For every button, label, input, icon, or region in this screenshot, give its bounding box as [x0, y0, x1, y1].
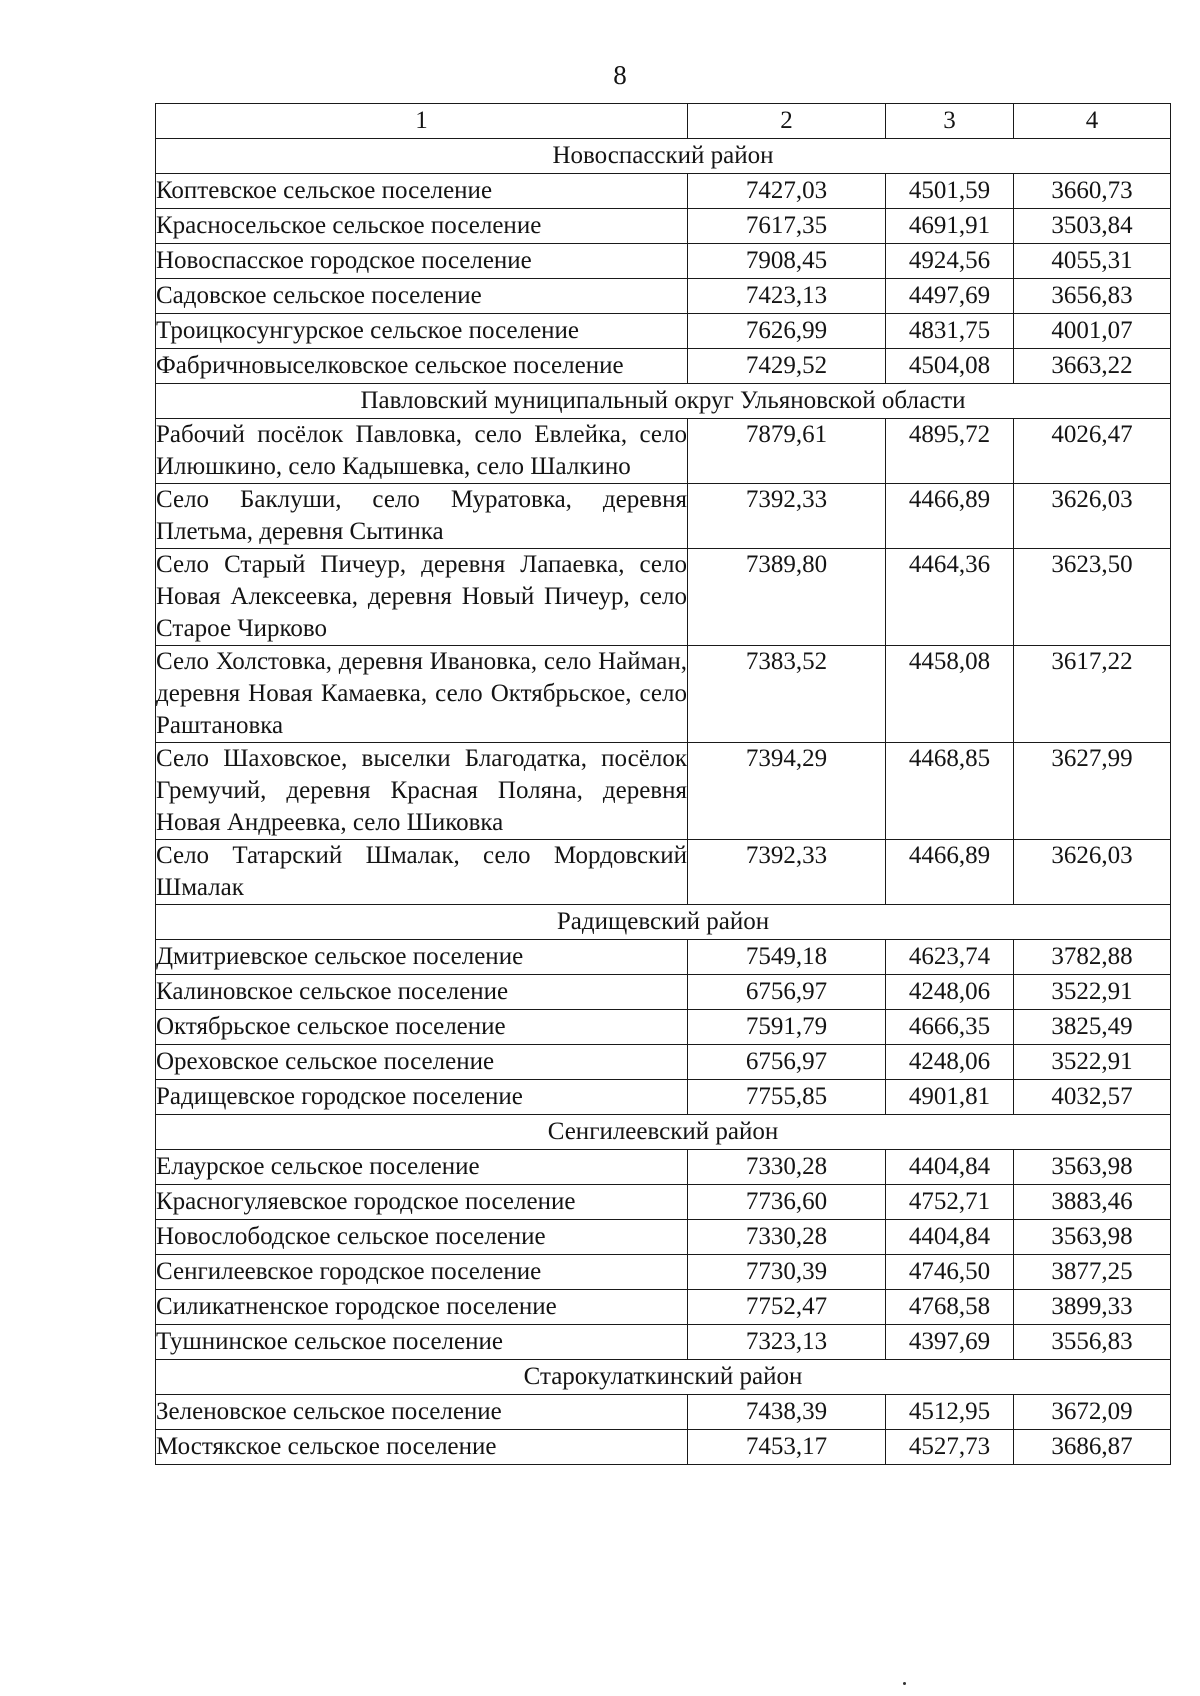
value-col3-cell: 4458,08: [886, 646, 1014, 743]
value-col3-cell: 4924,56: [886, 244, 1014, 279]
value-col2-cell: 7591,79: [688, 1010, 886, 1045]
settlement-name-cell: Село Шаховское, выселки Благодатка, посёлок Гремучий, деревня Красная Поляна, деревня Новая Андреевка, село Шиковка: [156, 743, 688, 840]
table-row: [156, 646, 1171, 743]
table-row: [156, 940, 1171, 975]
settlement-name-cell: Село Старый Пичеур, деревня Лапаевка, село Новая Алексеевка, деревня Новый Пичеур, село Старое Чирково: [156, 549, 688, 646]
settlement-name-cell: Елаурское сельское поселение: [156, 1150, 688, 1185]
value-col4-cell: 3522,91: [1014, 1045, 1171, 1080]
table-row: [156, 743, 1171, 840]
table-row: [156, 484, 1171, 549]
value-col2-cell: 7626,99: [688, 314, 886, 349]
settlement-name-cell: Село Татарский Шмалак, село Мордовский Шмалак: [156, 840, 688, 905]
settlement-name-cell: Село Баклуши, село Муратовка, деревня Плетьма, деревня Сытинка: [156, 484, 688, 549]
value-col4-cell: 3672,09: [1014, 1395, 1171, 1430]
section-title: Радищевский район: [156, 905, 1171, 940]
section-row: [156, 1360, 1171, 1395]
section-title: Старокулаткинский район: [156, 1360, 1171, 1395]
value-col2-cell: 7549,18: [688, 940, 886, 975]
table-body: [156, 104, 1171, 1465]
table-row: [156, 1430, 1171, 1465]
settlement-name-cell: Красногуляевское городское поселение: [156, 1185, 688, 1220]
value-col2-cell: 7736,60: [688, 1185, 886, 1220]
value-col2-cell: 7389,80: [688, 549, 886, 646]
value-col4-cell: 3899,33: [1014, 1290, 1171, 1325]
section-row: [156, 905, 1171, 940]
table-row: [156, 1080, 1171, 1115]
value-col3-cell: 4746,50: [886, 1255, 1014, 1290]
value-col3-cell: 4768,58: [886, 1290, 1014, 1325]
settlement-name-cell: Троицкосунгурское сельское поселение: [156, 314, 688, 349]
column-header-1: 1: [156, 104, 688, 139]
section-row: [156, 1115, 1171, 1150]
value-col3-cell: 4504,08: [886, 349, 1014, 384]
value-col4-cell: 3626,03: [1014, 484, 1171, 549]
section-title: Сенгилеевский район: [156, 1115, 1171, 1150]
value-col4-cell: 3522,91: [1014, 975, 1171, 1010]
value-col2-cell: 7617,35: [688, 209, 886, 244]
section-row: [156, 384, 1171, 419]
settlement-name-cell: Силикатненское городское поселение: [156, 1290, 688, 1325]
value-col3-cell: 4464,36: [886, 549, 1014, 646]
value-col2-cell: 7438,39: [688, 1395, 886, 1430]
value-col3-cell: 4752,71: [886, 1185, 1014, 1220]
data-table: [155, 103, 1171, 1465]
value-col4-cell: 3563,98: [1014, 1150, 1171, 1185]
value-col2-cell: 7392,33: [688, 484, 886, 549]
settlement-name-cell: Зеленовское сельское поселение: [156, 1395, 688, 1430]
value-col4-cell: 3686,87: [1014, 1430, 1171, 1465]
value-col2-cell: 7330,28: [688, 1220, 886, 1255]
page-number: 8: [613, 60, 627, 90]
value-col2-cell: 7429,52: [688, 349, 886, 384]
value-col3-cell: 4512,95: [886, 1395, 1014, 1430]
value-col2-cell: 7879,61: [688, 419, 886, 484]
section-row: [156, 139, 1171, 174]
table-row: [156, 349, 1171, 384]
value-col3-cell: 4527,73: [886, 1430, 1014, 1465]
value-col3-cell: 4666,35: [886, 1010, 1014, 1045]
table-row: [156, 1150, 1171, 1185]
table-row: [156, 1255, 1171, 1290]
value-col2-cell: 7394,29: [688, 743, 886, 840]
value-col3-cell: 4466,89: [886, 484, 1014, 549]
settlement-name-cell: Село Холстовка, деревня Ивановка, село Найман, деревня Новая Камаевка, село Октябрьское, село Раштановка: [156, 646, 688, 743]
table-row: [156, 209, 1171, 244]
table-row: [156, 549, 1171, 646]
table-row: [156, 244, 1171, 279]
settlement-name-cell: Радищевское городское поселение: [156, 1080, 688, 1115]
value-col4-cell: 3617,22: [1014, 646, 1171, 743]
table-row: [156, 1325, 1171, 1360]
settlement-name-cell: Новослободское сельское поселение: [156, 1220, 688, 1255]
table-row: [156, 314, 1171, 349]
settlement-name-cell: Фабричновыселковское сельское поселение: [156, 349, 688, 384]
settlement-name-cell: Садовское сельское поселение: [156, 279, 688, 314]
value-col3-cell: 4468,85: [886, 743, 1014, 840]
table-row: [156, 419, 1171, 484]
value-col3-cell: 4248,06: [886, 1045, 1014, 1080]
value-col4-cell: 3663,22: [1014, 349, 1171, 384]
table-row: [156, 1220, 1171, 1255]
value-col4-cell: 3877,25: [1014, 1255, 1171, 1290]
header-row: [156, 104, 1171, 139]
settlement-name-cell: Сенгилеевское городское поселение: [156, 1255, 688, 1290]
value-col3-cell: 4831,75: [886, 314, 1014, 349]
value-col4-cell: 3656,83: [1014, 279, 1171, 314]
value-col2-cell: 7908,45: [688, 244, 886, 279]
value-col3-cell: 4497,69: [886, 279, 1014, 314]
value-col2-cell: 7755,85: [688, 1080, 886, 1115]
table-row: [156, 1395, 1171, 1430]
settlement-name-cell: Калиновское сельское поселение: [156, 975, 688, 1010]
section-title: Павловский муниципальный округ Ульяновской области: [156, 384, 1171, 419]
settlement-name-cell: Мостякское сельское поселение: [156, 1430, 688, 1465]
table-row: [156, 1010, 1171, 1045]
value-col3-cell: 4691,91: [886, 209, 1014, 244]
value-col4-cell: 4001,07: [1014, 314, 1171, 349]
table-row: [156, 975, 1171, 1010]
value-col3-cell: 4501,59: [886, 174, 1014, 209]
value-col2-cell: 7730,39: [688, 1255, 886, 1290]
settlement-name-cell: Октябрьское сельское поселение: [156, 1010, 688, 1045]
value-col4-cell: 3623,50: [1014, 549, 1171, 646]
section-title: Новоспасский район: [156, 139, 1171, 174]
value-col2-cell: 7323,13: [688, 1325, 886, 1360]
table-row: [156, 1045, 1171, 1080]
value-col2-cell: 7392,33: [688, 840, 886, 905]
table-row: [156, 279, 1171, 314]
value-col4-cell: 4055,31: [1014, 244, 1171, 279]
value-col4-cell: 3782,88: [1014, 940, 1171, 975]
scan-dot: [903, 1682, 906, 1685]
settlement-name-cell: Коптевское сельское поселение: [156, 174, 688, 209]
table-row: [156, 1290, 1171, 1325]
value-col4-cell: 3563,98: [1014, 1220, 1171, 1255]
value-col3-cell: 4466,89: [886, 840, 1014, 905]
value-col4-cell: 3883,46: [1014, 1185, 1171, 1220]
value-col3-cell: 4901,81: [886, 1080, 1014, 1115]
settlement-name-cell: Рабочий посёлок Павловка, село Евлейка, село Илюшкино, село Кадышевка, село Шалкино: [156, 419, 688, 484]
table-row: [156, 174, 1171, 209]
value-col3-cell: 4404,84: [886, 1220, 1014, 1255]
value-col4-cell: 4026,47: [1014, 419, 1171, 484]
value-col3-cell: 4895,72: [886, 419, 1014, 484]
settlement-name-cell: Новоспасское городское поселение: [156, 244, 688, 279]
value-col4-cell: 3660,73: [1014, 174, 1171, 209]
column-header-4: 4: [1014, 104, 1171, 139]
value-col3-cell: 4248,06: [886, 975, 1014, 1010]
value-col4-cell: 4032,57: [1014, 1080, 1171, 1115]
value-col2-cell: 7427,03: [688, 174, 886, 209]
column-header-3: 3: [886, 104, 1014, 139]
value-col2-cell: 7752,47: [688, 1290, 886, 1325]
value-col2-cell: 6756,97: [688, 975, 886, 1010]
settlement-name-cell: Тушнинское сельское поселение: [156, 1325, 688, 1360]
value-col4-cell: 3556,83: [1014, 1325, 1171, 1360]
value-col4-cell: 3626,03: [1014, 840, 1171, 905]
value-col2-cell: 6756,97: [688, 1045, 886, 1080]
value-col4-cell: 3825,49: [1014, 1010, 1171, 1045]
settlement-name-cell: Ореховское сельское поселение: [156, 1045, 688, 1080]
settlement-name-cell: Красносельское сельское поселение: [156, 209, 688, 244]
table-row: [156, 1185, 1171, 1220]
value-col3-cell: 4404,84: [886, 1150, 1014, 1185]
value-col4-cell: 3627,99: [1014, 743, 1171, 840]
table-row: [156, 840, 1171, 905]
value-col2-cell: 7383,52: [688, 646, 886, 743]
value-col4-cell: 3503,84: [1014, 209, 1171, 244]
value-col2-cell: 7330,28: [688, 1150, 886, 1185]
value-col3-cell: 4623,74: [886, 940, 1014, 975]
value-col2-cell: 7423,13: [688, 279, 886, 314]
value-col2-cell: 7453,17: [688, 1430, 886, 1465]
settlement-name-cell: Дмитриевское сельское поселение: [156, 940, 688, 975]
column-header-2: 2: [688, 104, 886, 139]
value-col3-cell: 4397,69: [886, 1325, 1014, 1360]
